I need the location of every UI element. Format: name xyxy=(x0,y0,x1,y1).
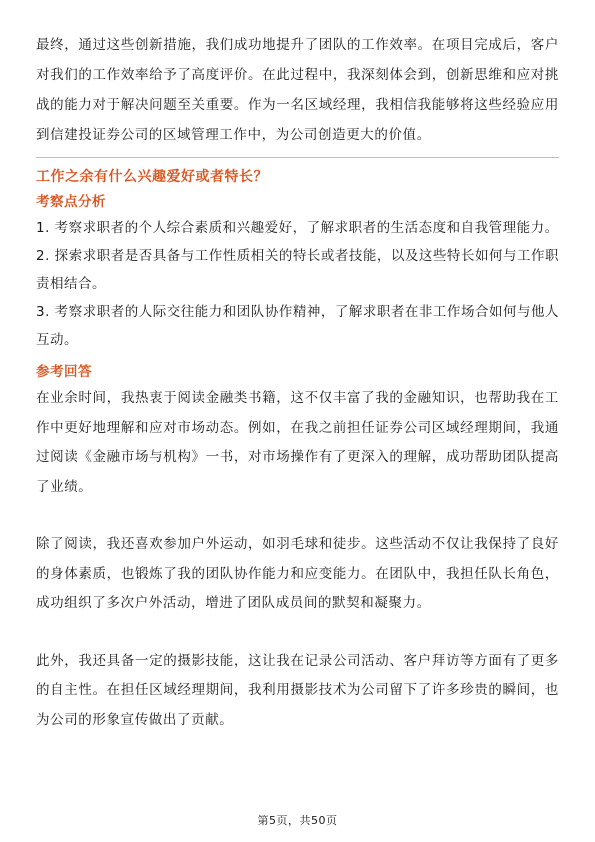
analysis-list xyxy=(36,214,559,354)
question-title: 工作之余有什么兴趣爱好或者特长？ xyxy=(36,169,268,185)
answer-paragraph: 除了阅读，我还喜欢参加户外运动，如羽毛球和徒步。这些活动不仅让我保持了良好的身体素质，也锻炼了我的团队协作能力和应变能力。在团队中，我担任队长角色，成功组织了多次户外活动，增进了团队成员间的默契和凝聚力。 xyxy=(36,536,559,611)
analysis-item: 1. 考察求职者的个人综合素质和兴趣爱好，了解求职者的生活态度和自我管理能力。 xyxy=(36,220,559,236)
analysis-item: 2. 探索求职者是否具备与工作性质相关的特长或者技能，以及这些特长如何与工作职责相结合。 xyxy=(36,248,559,292)
intro-paragraph: 最终，通过这些创新措施，我们成功地提升了团队的工作效率。在项目完成后，客户对我们的工作效率给予了高度评价。在此过程中，我深刻体会到，创新思维和应对挑战的能力对于解决问题至关重要。作为一名区域经理，我相信我能够将这些经验应用到信建投证券公司的区域管理工作中，为公司创造更大的价值。 xyxy=(36,37,559,143)
page-number: 第5页，共50页 xyxy=(257,814,338,827)
analysis-item: 3. 考察求职者的人际交往能力和团队协作精神，了解求职者在非工作场合如何与他人互动。 xyxy=(36,304,559,348)
answer-heading: 参考回答 xyxy=(36,364,92,380)
section-divider xyxy=(36,157,559,158)
answer-paragraph: 此外，我还具备一定的摄影技能，这让我在记录公司活动、客户拜访等方面有了更多的自主性。在担任区域经理期间，我利用摄影技术为公司留下了许多珍贵的瞬间，也为公司的形象宣传做出了贡献。 xyxy=(36,652,559,728)
page-content xyxy=(36,30,559,735)
answer-body xyxy=(36,384,559,735)
analysis-heading: 考察点分析 xyxy=(36,194,106,210)
answer-paragraph: 在业余时间，我热衷于阅读金融类书籍，这不仅丰富了我的金融知识，也帮助我在工作中更好地理解和应对市场动态。例如，在我之前担任证券公司区域经理期间，我通过阅读《金融市场与机构》一书，对市场操作有了更深入的理解，成功帮助团队提高了业绩。 xyxy=(36,390,559,495)
